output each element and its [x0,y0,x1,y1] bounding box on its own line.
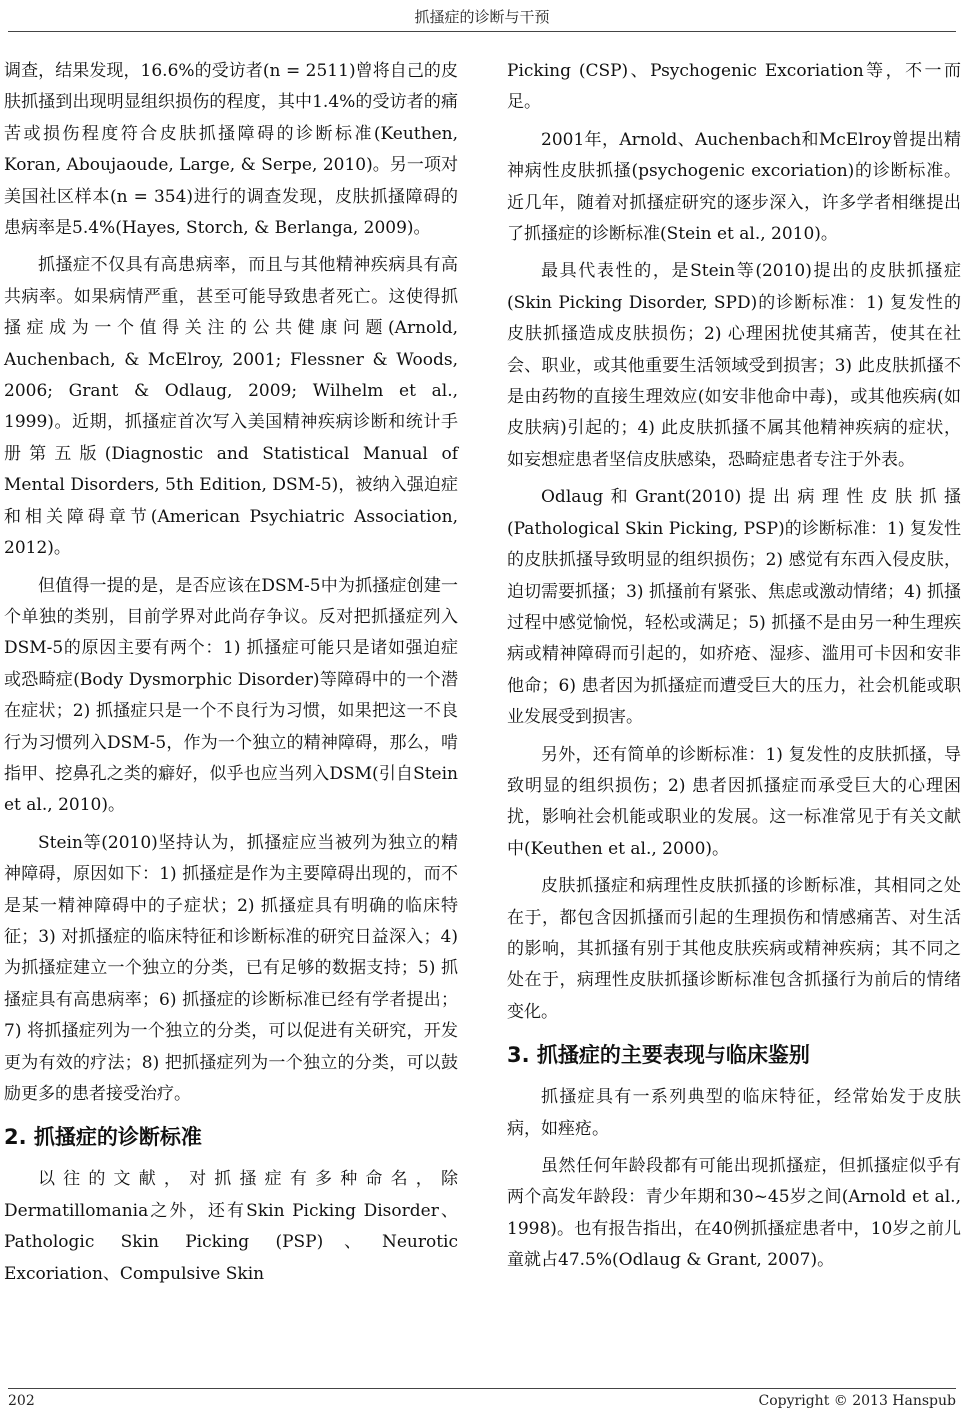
paragraph: 抓搔症具有一系列典型的临床特征，经常始发于皮肤病，如痤疮。 [507,1087,961,1139]
paragraph: 但值得一提的是，是否应该在DSM-5中为抓搔症创建一个单独的类别，目前学界对此尚存争议。反对把抓搔症列入DSM-5的原因主要有两个：1) 抓搔症可能只是诸如强迫症或恐畸症(Body Dysmorphic Disorder)等障碍中的一个潜在症状；2) 抓搔症只是一个不良行为习惯，如果把这一不良行为习惯列入DSM-5，作为一个独立的精神障碍，那么，啃指甲、挖鼻孔之类的癖好，似乎也应当列入DSM(引自Stein et al., 2010)。 [4,575,458,816]
header-rule [8,31,956,32]
left-column [4,56,458,1296]
page-number: 202 [8,1393,35,1409]
paragraph: 虽然任何年龄段都有可能出现抓搔症，但抓搔症似乎有两个高发年龄段：青少年期和30~45岁之间(Arnold et al., 1998)。也有报告指出，在40例抓搔症患者中，10岁之前儿童就占47.5%(Odlaug & Grant, 2007)。 [507,1156,961,1271]
right-column [507,56,961,1283]
paragraph: 以往的文献，对抓搔症有多种命名，除Dermatillomania之外，还有Skin Picking Disorder、Pathologic Skin Picking (PSP)、Neurotic Excoriation、Compulsive Skin [4,1169,458,1284]
paragraph: 最具代表性的，是Stein等(2010)提出的皮肤抓搔症(Skin Picking Disorder, SPD)的诊断标准：1) 复发性的皮肤抓搔造成皮肤损伤；2) 心理困扰使其痛苦，使其在社会、职业，或其他重要生活领域受到损害；3) 此皮肤抓搔不是由药物的直接生理效应(如安非他命中毒)，或其他疾病(如皮肤病)引起的；4) 此皮肤抓搔不属其他精神疾病的症状，如妄想症患者坚信皮肤感染，恐畸症患者专注于外表。 [507,261,961,470]
paragraph: Stein等(2010)坚持认为，抓搔症应当被列为独立的精神障碍，原因如下：1) 抓搔症是作为主要障碍出现的，而不是某一精神障碍中的子症状；2) 抓搔症具有明确的临床特征；3) 对抓搔症的临床特征和诊断标准的研究日益深入；4) 为抓搔症建立一个独立的分类，已有足够的数据支持；5) 抓搔症具有高患病率；6) 抓搔症的诊断标准已经有学者提出；7) 将抓搔症列为一个独立的分类，可以促进有关研究，开发更为有效的疗法；8) 把抓搔症列为一个独立的分类，可以鼓励更多的患者接受治疗。 [4,832,458,1104]
copyright-notice: Copyright © 2013 Hanspub [758,1393,956,1409]
paragraph: 抓搔症不仅具有高患病率，而且与其他精神疾病具有高共病率。如果病情严重，甚至可能导致患者死亡。这使得抓搔症成为一个值得关注的公共健康问题(Arnold, Auchenbach, & McElroy, 2001; Flessner & Woods, 2006; Grant & Odlaug, 2009; Wilhelm et al., 1999)。近期，抓搔症首次写入美国精神疾病诊断和统计手册第五版(Diagnostic and Statistical Manual of Mental Disorders, 5th Edition, DSM-5)，被纳入强迫症和相关障碍章节(American Psychiatric Association, 2012)。 [4,255,458,559]
paragraph: 皮肤抓搔症和病理性皮肤抓搔的诊断标准，其相同之处在于，都包含因抓搔而引起的生理损伤和情感痛苦、对生活的影响，其抓搔有别于其他皮肤疾病或精神疾病；其不同之处在于，病理性皮肤抓搔诊断标准包含抓搔行为前后的情绪变化。 [507,876,961,1022]
paragraph: Picking (CSP)、Psychogenic Excoriation等，不一而足。 [507,61,961,113]
paragraph: 调查，结果发现，16.6%的受访者(n = 2511)曾将自己的皮肤抓搔到出现明显组织损伤的程度，其中1.4%的受访者的痛苦或损伤程度符合皮肤抓搔障碍的诊断标准(Keuthen, Koran, Aboujaoude, Large, & Serpe, 2010)。另一项对美国社区样本(n = 354)进行的调查发现，皮肤抓搔障碍的患病率是5.4%(Hayes, Storch, & Berlanga, 2009)。 [4,61,458,239]
section-heading: 3. 抓搔症的主要表现与临床鉴别 [507,1043,810,1068]
paragraph: Odlaug和Grant(2010)提出病理性皮肤抓搔(Pathological Skin Picking, PSP)的诊断标准：1) 复发性的皮肤抓搔导致明显的组织损伤；2) 感觉有东西入侵皮肤，迫切需要抓搔；3) 抓搔前有紧张、焦虑或激动情绪；4) 抓搔过程中感觉愉悦，轻松或满足；5) 抓搔不是由另一种生理疾病或精神障碍而引起的，如疥疮、湿疹、滥用可卡因和安非他命；6) 患者因为抓搔症而遭受巨大的压力，社会机能或职业发展受到损害。 [507,487,961,728]
section-heading: 2. 抓搔症的诊断标准 [4,1125,202,1150]
paragraph: 另外，还有简单的诊断标准：1) 复发性的皮肤抓搔，导致明显的组织损伤；2) 患者因抓搔症而承受巨大的心理困扰，影响社会机能或职业的发展。这一标准常见于有关文献中(Keuthen et al., 2000)。 [507,744,961,859]
running-head: 抓搔症的诊断与干预 [414,8,550,26]
paragraph: 2001年，Arnold、Auchenbach和McElroy曾提出精神病性皮肤抓搔(psychogenic excoriation)的诊断标准。近几年，随着对抓搔症研究的逐步深入，许多学者相继提出了抓搔症的诊断标准(Stein et al., 2010)。 [507,129,961,245]
footer-rule [8,1388,956,1389]
